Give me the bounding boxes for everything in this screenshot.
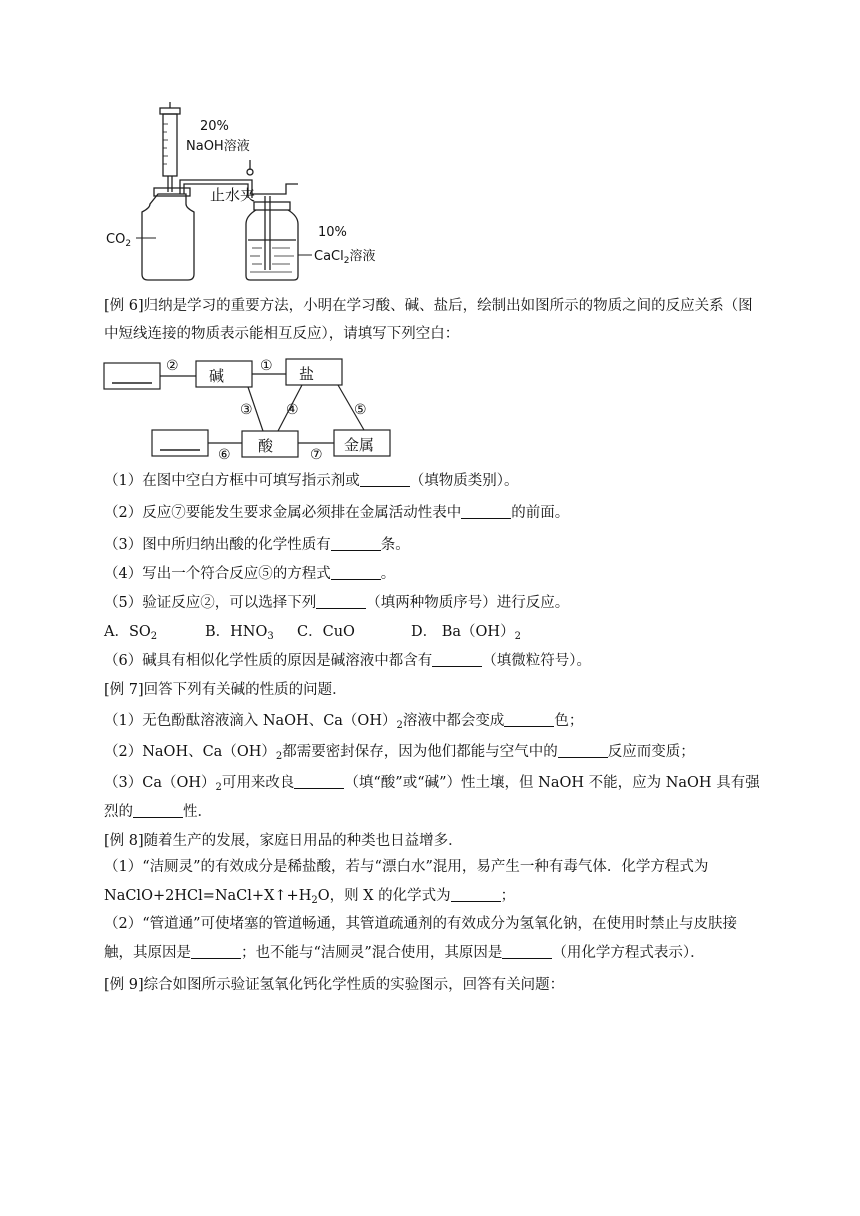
clamp-label: 止水夹 bbox=[210, 186, 256, 204]
co2-subscript: 2 bbox=[125, 239, 132, 249]
salt-box-label: 盐 bbox=[299, 365, 315, 383]
answer-blank bbox=[294, 774, 344, 789]
ex9-intro: [例 9]综合如图所示验证氢氧化钙化学性质的实验图示，回答有关问题： bbox=[104, 977, 565, 993]
ex6-options bbox=[104, 622, 521, 647]
naoh-percent-label: 20% bbox=[200, 119, 229, 134]
ex7-q2: （2）NaOH、$Ca(OH)_2$都需要密封保存，因为他们都能与空气中的 反应而变质； bbox=[104, 744, 695, 762]
svg-text:CaCl2溶液 bbox=[314, 248, 375, 266]
svg-text:CO2 bbox=[106, 232, 131, 249]
option-d: D． $Ba(OH)_2$ bbox=[411, 624, 521, 642]
acid-box-label: 酸 bbox=[258, 437, 274, 455]
answer-blank bbox=[461, 504, 511, 519]
base-box-label: 碱 bbox=[209, 367, 225, 385]
ex6-q6: （6）碱具有相似化学性质的原因是碱溶液中都含有 （填微粒符号）。 bbox=[104, 653, 591, 669]
answer-blank bbox=[504, 712, 554, 727]
blank-box-bottom bbox=[152, 430, 208, 456]
answer-blank bbox=[360, 472, 410, 487]
cacl2-label-b: 溶液 bbox=[349, 249, 376, 264]
ex8-intro: [例 8]随着生产的发展，家庭日用品的种类也日益增多． bbox=[104, 833, 463, 849]
answer-blank bbox=[191, 944, 241, 959]
cacl2-percent-label: 10% bbox=[318, 225, 347, 240]
blank-box-top bbox=[104, 363, 160, 389]
metal-box-label: 金属 bbox=[344, 436, 375, 454]
ex6-intro-line2: 中短线连接的物质表示能相互反应），请填写下列空白： bbox=[104, 326, 460, 342]
option-c: C．CuO bbox=[297, 624, 355, 640]
ex6-q2: （2）反应⑦要能发生要求金属必须排在金属活动性表中 的前面。 bbox=[104, 505, 570, 521]
reaction-1-label: ① bbox=[260, 358, 273, 374]
reaction-7-label: ⑦ bbox=[310, 447, 323, 460]
ex8-q2-line1: （2）“管道通”可使堵塞的管道畅通，其管道疏通剂的有效成分为氢氧化钠，在使用时禁止与皮肤接 bbox=[104, 916, 738, 932]
ex6-q3: （3）图中所归纳出酸的化学性质有 条。 bbox=[104, 537, 410, 553]
acid-base-salt-reaction-diagram bbox=[100, 356, 400, 460]
answer-blank bbox=[331, 536, 381, 551]
ex8-q2-line2: 触，其原因是 ；也不能与“洁厕灵”混合使用，其原因是 （用化学方程式表示）． bbox=[104, 945, 705, 961]
cacl2-label: CaCl bbox=[314, 249, 344, 264]
ex6-intro-line1: [例 6]归纳是学习的重要方法，小明在学习酸、碱、盐后，绘制出如图所示的物质之间的反应关系（图 bbox=[104, 298, 753, 314]
ex6-q4: （4）写出一个符合反应⑤的方程式 。 bbox=[104, 566, 396, 582]
option-a: A．$SO_2$ bbox=[104, 624, 158, 642]
ex8-q1-line1: （1）“洁厕灵”的有效成分是稀盐酸，若与“漂白水”混用，易产生一种有毒气体．化学方程式为 bbox=[104, 859, 709, 875]
ex7-intro: [例 7]回答下列有关碱的性质的问题． bbox=[104, 682, 347, 698]
reaction-5-label: ⑤ bbox=[354, 402, 367, 418]
answer-blank bbox=[451, 887, 501, 902]
answer-blank bbox=[133, 803, 183, 818]
ex6-q1: （1）在图中空白方框中可填写指示剂或 （填物质类别）。 bbox=[104, 473, 519, 489]
ex8-q1-line2: $NaClO+2HCl=NaCl+X↑+H_2O$，则 X 的化学式为 ； bbox=[104, 888, 516, 906]
ex7-q1: （1）无色酚酞溶液滴入 NaOH、$Ca(OH)_2$溶液中都会变成 色； bbox=[104, 713, 584, 731]
co2-naoh-apparatus-figure bbox=[100, 100, 400, 290]
answer-blank bbox=[558, 743, 608, 758]
reaction-6-label: ⑥ bbox=[218, 447, 231, 460]
cacl2-subscript: 2 bbox=[343, 256, 350, 266]
reaction-4-label: ④ bbox=[286, 402, 299, 418]
ex7-q3: $(3)Ca(OH)_2$可用来改良 （填“酸”或“碱”）性土壤，但 NaOH 不能，应为 NaOH 具有强 bbox=[104, 775, 760, 793]
answer-blank bbox=[331, 565, 381, 580]
co2-label: CO bbox=[106, 232, 126, 247]
answer-blank bbox=[432, 652, 482, 667]
naoh-solution-label: NaOH溶液 bbox=[186, 139, 250, 154]
ex7-q3-cont: 烈的 性． bbox=[104, 804, 212, 820]
answer-blank bbox=[502, 944, 552, 959]
option-b: B．$HNO_3$ bbox=[205, 624, 274, 642]
reaction-3-label: ③ bbox=[240, 402, 253, 418]
answer-blank bbox=[316, 594, 366, 609]
reaction-2-label: ② bbox=[166, 358, 179, 374]
ex6-q5: （5）验证反应②，可以选择下列 （填两种物质序号）进行反应。 bbox=[104, 595, 570, 611]
